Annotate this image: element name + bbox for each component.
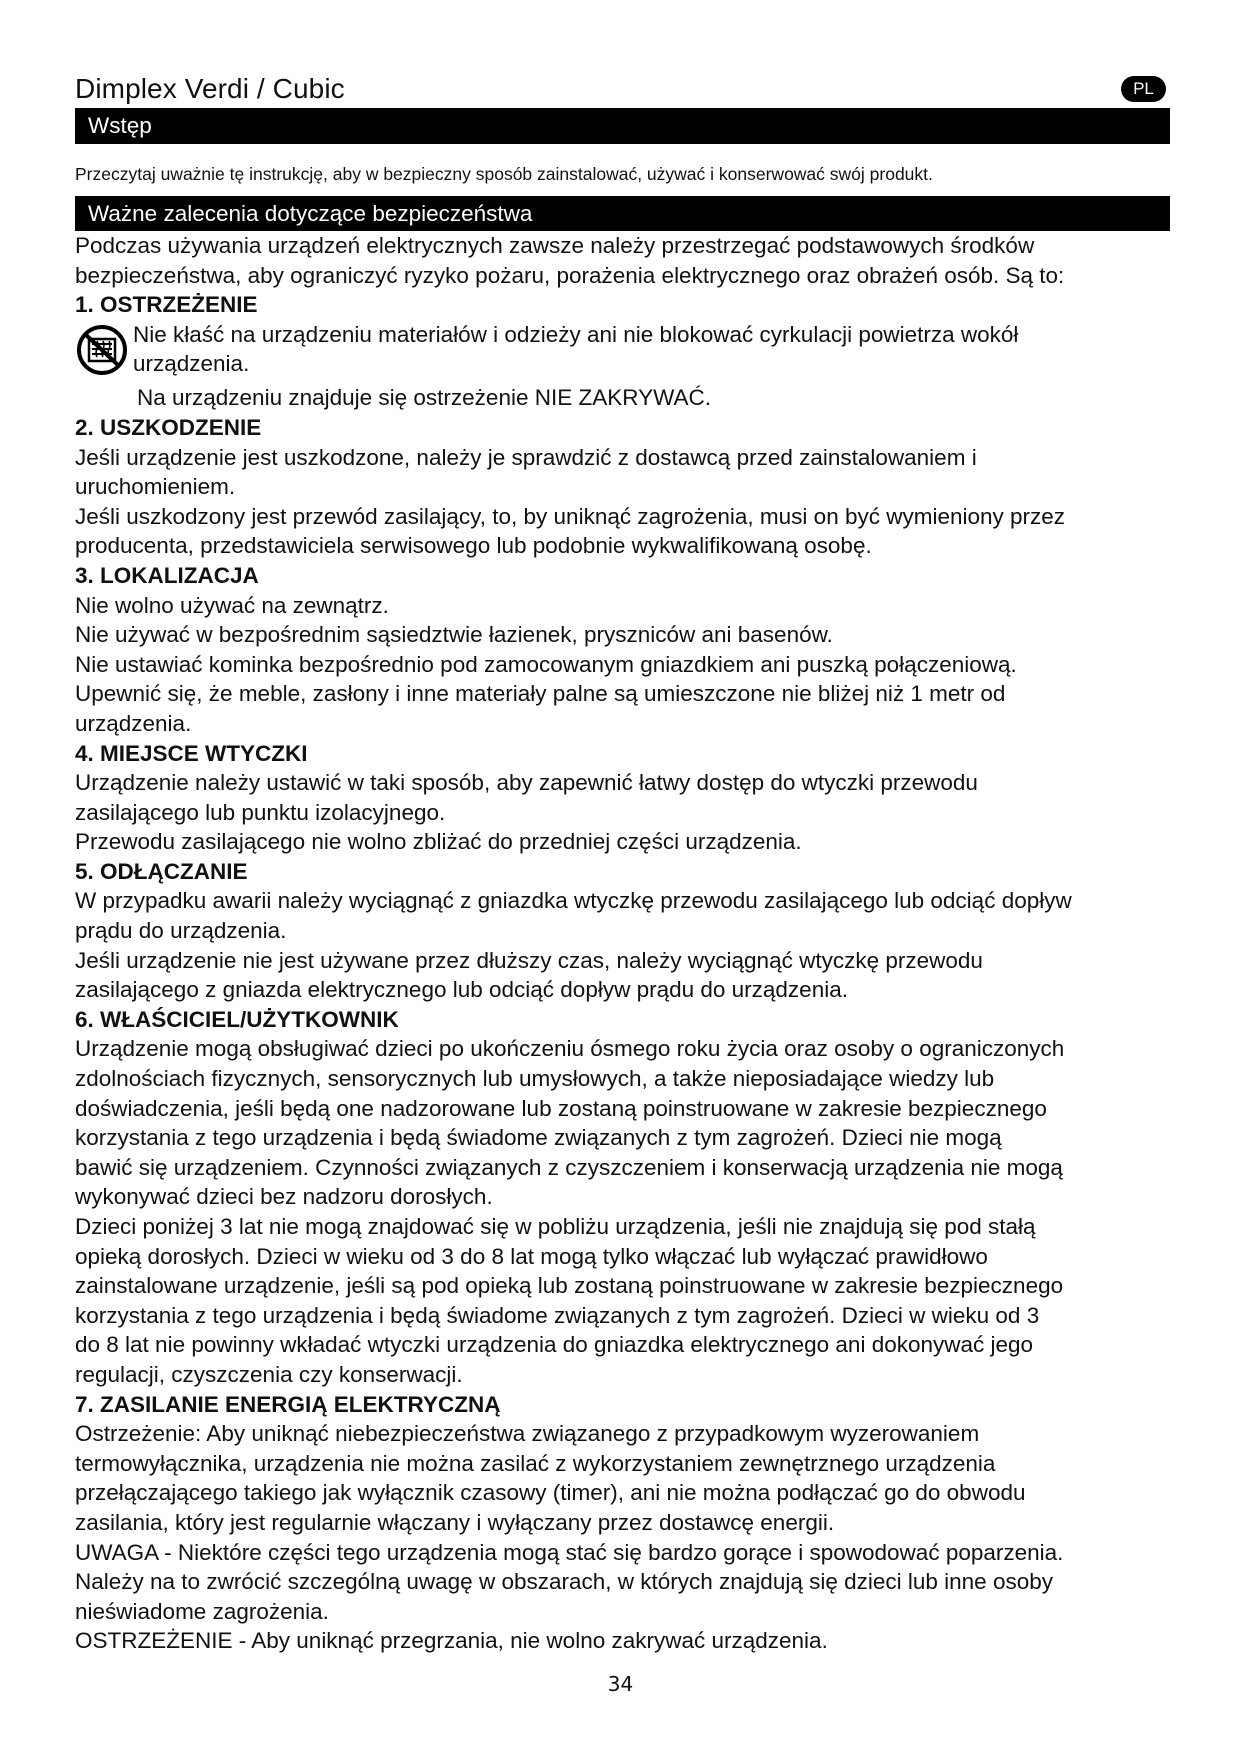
language-badge: PL [1121,76,1166,102]
body-line: Jeśli urządzenie jest uszkodzone, należy je sprawdzić z dostawcą przed zainstalowaniem i [75,444,977,470]
body-line: prądu do urządzenia. [75,918,287,944]
intro-text: Przeczytaj uważnie tę instrukcję, aby w bezpieczny sposób zainstalować, używać i konserwować swój produkt. [75,164,933,184]
body-line: Dzieci poniżej 3 lat nie mogą znajdować się w pobliżu urządzenia, jeśli nie znajdują się pod stałą [75,1214,1036,1239]
page-number: 34 [607,1672,634,1696]
section-heading-warning: 1. OSTRZEŻENIE [75,292,258,318]
document-page [75,70,1170,1656]
document-title: Dimplex Verdi / Cubic [75,73,345,104]
body-line: zdolnościach fizycznych, sensorycznych lub umysłowych, a także nieposiadające wiedzy lub [75,1066,995,1092]
body-line: wykonywać dzieci bez nadzoru dorosłych. [75,1184,493,1210]
body-line: OSTRZEŻENIE - Aby uniknąć przegrzania, nie wolno zakrywać urządzenia. [75,1628,828,1654]
body-line: Nie kłaść na urządzeniu materiałów i odzieży ani nie blokować cyrkulacji powietrza wokół [133,321,1019,347]
body-line: opieką dorosłych. Dzieci w wieku od 3 do 8 lat mogą tylko włączać lub wyłączać prawidłowo [75,1243,988,1269]
body-line: Urządzenie należy ustawić w taki sposób, aby zapewnić łatwy dostęp do wtyczki przewodu [75,770,978,796]
body-line: doświadczenia, jeśli będą one nadzorowane lub zostaną poinstruowane w zakresie bezpiecznego [75,1095,1047,1121]
body-line: zasilającego lub punktu izolacyjnego. [75,799,446,825]
body-line: termowyłącznika, urządzenia nie można zasilać z wykorzystaniem zewnętrznego urządzenia [75,1450,996,1476]
body-line: Jeśli uszkodzony jest przewód zasilający, to, by uniknąć zagrożenia, musi on być wymieniony przez [75,503,1066,529]
body-line: zasilania, który jest regularnie włączany i wyłączany przez dostawcę energii. [75,1509,835,1535]
warning-text [133,320,1170,384]
body-line: przełączającego takiego jak wyłącznik czasowy (timer), ani nie można podłączać go do obwodu [75,1480,1026,1506]
body-line: Ostrzeżenie: Aby uniknąć niebezpieczeństwa związanego z przypadkowym wyzerowaniem [75,1421,980,1447]
body-line: Nie wolno używać na zewnątrz. [75,592,389,618]
section-bar-intro: Wstęp [75,108,1170,144]
do-not-cover-icon [75,320,133,384]
body-line: UWAGA - Niektóre części tego urządzenia mogą stać się bardzo gorące i spowodować poparzenia. [75,1539,1064,1565]
body-line: Nie używać w bezpośrednim sąsiedztwie łazienek, pryszniców ani basenów. [75,622,833,648]
safety-lead-line: bezpieczeństwa, aby ograniczyć ryzyko pożaru, porażenia elektrycznego oraz obrażeń osób. Są to: [75,262,1065,288]
body-line: Na urządzeniu znajduje się ostrzeżenie NIE ZAKRYWAĆ. [137,385,712,411]
body-line: urządzenia. [133,351,250,377]
body-line: Należy na to zwrócić szczególną uwagę w obszarach, w których znajdują się dzieci lub inne osoby [75,1569,1053,1595]
body-line: zainstalowane urządzenie, jeśli są pod opieką lub zostaną poinstruowane w zakresie bezpiecznego [75,1273,1064,1299]
body-line: korzystania z tego urządzenia i będą świadome związanych z tym zagrożeń. Dzieci nie mogą [75,1125,1002,1151]
body-line: regulacji, czyszczenia czy konserwacji. [75,1361,463,1387]
body-line: Nie ustawiać kominka bezpośrednio pod zamocowanym gniazdkiem ani puszką połączeniową. [75,651,1017,677]
section-bar-safety: Ważne zalecenia dotyczące bezpieczeństwa [75,196,1170,231]
body-line: W przypadku awarii należy wyciągnąć z gniazdka wtyczkę przewodu zasilającego lub odciąć dopływ [75,888,1072,914]
body-line: Przewodu zasilającego nie wolno zbliżać do przedniej części urządzenia. [75,829,802,855]
body-line: zasilającego z gniazda elektrycznego lub odciąć dopływ prądu do urządzenia. [75,977,848,1003]
body-line: producenta, przedstawiciela serwisowego lub podobnie wykwalifikowaną osobę. [75,533,872,559]
section-heading-plug: 4. MIEJSCE WTYCZKI [75,740,308,766]
body-line: Upewnić się, że meble, zasłony i inne materiały palne są umieszczone nie bliżej niż 1 metr od [75,681,1006,707]
section-heading-damage: 2. USZKODZENIE [75,414,262,440]
title-row [75,70,1170,108]
safety-body [75,231,1170,1656]
section-heading-location: 3. LOKALIZACJA [75,562,259,588]
safety-lead-line: Podczas używania urządzeń elektrycznych zawsze należy przestrzegać podstawowych środków [75,233,1035,258]
warning-block [75,320,1170,384]
section-heading-power: 7. ZASILANIE ENERGIĄ ELEKTRYCZNĄ [75,1391,501,1417]
body-line: Jeśli urządzenie nie jest używane przez dłuższy czas, należy wyciągnąć wtyczkę przewodu [75,947,983,973]
body-line: bawić się urządzeniem. Czynności związanych z czyszczeniem i konserwacją urządzenia nie mogą [75,1154,1063,1180]
body-line: do 8 lat nie powinny wkładać wtyczki urządzenia do gniazdka elektrycznego ani dokonywać jego [75,1332,1034,1358]
body-line: uruchomieniem. [75,474,236,500]
section-heading-disconnect: 5. ODŁĄCZANIE [75,858,248,884]
body-line: korzystania z tego urządzenia i będą świadome związanych z tym zagrożeń. Dzieci w wieku od 3 [75,1302,1040,1328]
section-heading-owner: 6. WŁAŚCICIEL/UŻYTKOWNIK [75,1006,399,1032]
body-line: urządzenia. [75,710,192,736]
body-line: Urządzenie mogą obsługiwać dzieci po ukończeniu ósmego roku życia oraz osoby o ograniczonych [75,1036,1065,1062]
body-line: nieświadome zagrożenia. [75,1598,329,1624]
